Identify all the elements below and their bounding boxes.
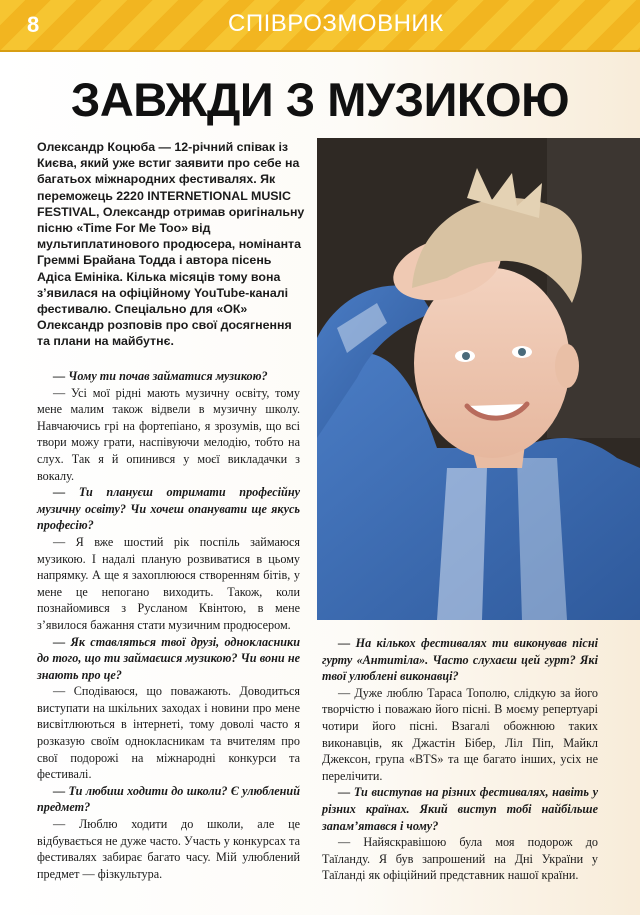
interview-column-right	[322, 635, 598, 884]
answer-2: — Я вже шостий рік поспіль займаюся музикою. І надалі планую розвиватися в цьому напрямку. А ще я захоплююся створенням бітів, у мене це непогано виходить. Також, коли познайомився з Русланом Квінтою, в мене з’явилося бажання стати музичним продюсером.	[37, 534, 300, 632]
answer-6: — Найяскравішою була моя подорож до Таїланду. Я був запрошений на Дні України у Таїланді як офіційний представник нашої країни.	[322, 835, 598, 883]
question-2: — Ти плануєш отримати професійну музичну освіту? Чи хочеш опанувати ще якусь професію?	[37, 485, 300, 533]
boy-portrait-illustration	[317, 138, 640, 620]
question-1: — Чому ти почав займатися музикою?	[53, 369, 268, 383]
question-4: — Ти любиш ходити до школи? Є улюблений предмет?	[37, 783, 300, 815]
article-lead: Олександр Коцюба — 12-річний співак із Києва, який уже встиг заявити про себе на багатьох міжнародних фестивалях. Як переможець 2220 INTERNETIONAL MUSIC FESTIVAL, Олександр отримав оригінальну пісню «Time For Me Too» від мультиплатинового продюсера, номінанта Греммі Брайана Тодда і автора пісень Адіса Емініка. Кілька місяців тому вона з’явилася на офіційному YouTube-каналі фестивалю. Спеціально для «ОК» Олександр розповів про свої досягнення та плани на майбутнє.	[37, 140, 305, 349]
answer-3: — Сподіваюся, що поважають. Доводиться виступати на шкільних заходах і новини про мене висвітлюються в інтернеті, тому доволі часто я розказую своїм однокласникам та вчителям про свої подорожі на міжнародні конкурси та фестивалі.	[37, 684, 300, 782]
answer-1: — Усі мої рідні мають музичну освіту, тому мене малим також відвели в музичну школу. Навчаючись грі на фортепіано, я зрозумів, що всі твори можу грати, наспівуючи мелодію, тобто на слух. Так я й опинився у моєї викладачки з вокалу.	[37, 385, 300, 483]
portrait-photo	[317, 138, 640, 620]
question-3: — Як ставляться твої друзі, однокласники до того, що ти займаєшся музикою? Чи вони не знають про це?	[37, 634, 300, 682]
answer-5: — Дуже люблю Тараса Тополю, слідкую за його творчістю і поважаю його пісні. В моєму репертуарі чотири його пісні. Взагалі обожнюю таких виконавців, як Джастін Бібер, Ліл Піп, Майкл Джексон, група «BTS» та ще багато інших, усіх не перелічити.	[322, 685, 598, 783]
question-6: — Ти виступав на різних фестивалях, навіть у різних країнах. Який виступ тобі найбільше запам’ятався і чому?	[322, 785, 598, 833]
section-title: СПІВРОЗМОВНИК	[228, 10, 444, 37]
question-5: — На кількох фестивалях ти виконував пісні гурту «Антитіла». Часто слухаєш цей гурт? Які твої улюблені виконавці?	[322, 636, 598, 684]
page-number: 8	[27, 12, 40, 37]
interview-column-left	[37, 368, 300, 882]
article-title: ЗАВЖДИ З МУЗИКОЮ	[70, 73, 570, 126]
section-header	[0, 0, 640, 52]
answer-4: — Люблю ходити до школи, але це відбувається не дуже часто. Участь у конкурсах та фестивалях забирає багато часу. Мій улюблений предмет — фізкультура.	[37, 817, 300, 881]
